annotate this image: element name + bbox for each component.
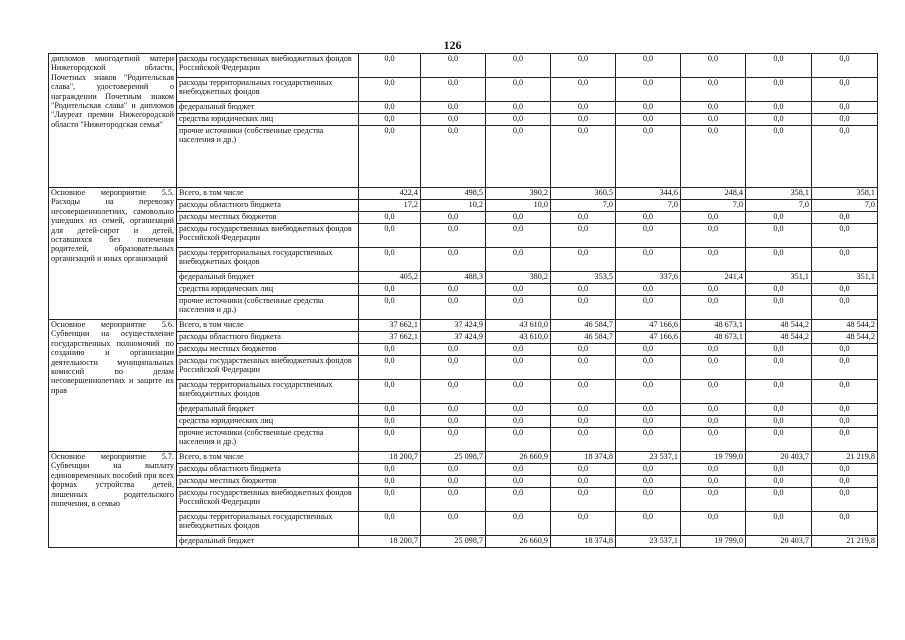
- funding-source: прочие источники (собственные средства населения и др.): [177, 296, 359, 320]
- value-cell: 0,0: [359, 126, 421, 188]
- value-cell: 0,0: [681, 114, 746, 126]
- value-cell: 0,0: [421, 380, 486, 404]
- value-cell: 48 544,2: [746, 332, 812, 344]
- funding-source: расходы областного бюджета: [177, 200, 359, 212]
- value-cell: 21 219,8: [812, 452, 878, 464]
- value-cell: 20 403,7: [746, 452, 812, 464]
- value-cell: 0,0: [551, 488, 616, 512]
- funding-source: расходы местных бюджетов: [177, 476, 359, 488]
- value-cell: 0,0: [486, 102, 551, 114]
- value-cell: 0,0: [486, 488, 551, 512]
- funding-source: расходы местных бюджетов: [177, 212, 359, 224]
- value-cell: 23 537,1: [616, 452, 681, 464]
- value-cell: 0,0: [746, 476, 812, 488]
- value-cell: 0,0: [486, 512, 551, 536]
- value-cell: 422,4: [359, 188, 421, 200]
- value-cell: 46 584,7: [551, 320, 616, 332]
- funding-source: средства юридических лиц: [177, 416, 359, 428]
- value-cell: 37 662,1: [359, 332, 421, 344]
- value-cell: 0,0: [746, 416, 812, 428]
- value-cell: 47 166,6: [616, 320, 681, 332]
- page-number: 126: [443, 38, 462, 52]
- value-cell: 0,0: [486, 126, 551, 188]
- value-cell: 0,0: [421, 356, 486, 380]
- value-cell: 0,0: [359, 344, 421, 356]
- value-cell: 0,0: [616, 54, 681, 78]
- value-cell: 0,0: [681, 212, 746, 224]
- value-cell: 0,0: [359, 296, 421, 320]
- value-cell: 0,0: [359, 54, 421, 78]
- value-cell: 0,0: [359, 284, 421, 296]
- value-cell: 0,0: [421, 464, 486, 476]
- value-cell: 0,0: [551, 476, 616, 488]
- value-cell: 0,0: [486, 284, 551, 296]
- value-cell: 358,1: [812, 188, 878, 200]
- value-cell: 0,0: [812, 78, 878, 102]
- value-cell: 241,4: [681, 272, 746, 284]
- value-cell: 0,0: [746, 224, 812, 248]
- value-cell: 20 403,7: [746, 536, 812, 548]
- value-cell: 0,0: [616, 488, 681, 512]
- value-cell: 0,0: [421, 114, 486, 126]
- value-cell: 0,0: [421, 212, 486, 224]
- value-cell: 0,0: [421, 296, 486, 320]
- value-cell: 0,0: [421, 248, 486, 272]
- value-cell: 21 219,8: [812, 536, 878, 548]
- value-cell: 380,2: [486, 272, 551, 284]
- value-cell: 0,0: [812, 248, 878, 272]
- value-cell: 358,1: [746, 188, 812, 200]
- value-cell: 344,6: [616, 188, 681, 200]
- value-cell: 18 200,7: [359, 536, 421, 548]
- value-cell: 0,0: [359, 224, 421, 248]
- value-cell: 0,0: [421, 416, 486, 428]
- program-description: Основное мероприятие 5.6. Субвенции на осуществление государственных полномочий по созданию и организации деятельности муниципальных комиссий по делам несовершеннолетних и защите их прав: [49, 320, 177, 452]
- funding-source: средства юридических лиц: [177, 284, 359, 296]
- value-cell: 0,0: [812, 114, 878, 126]
- value-cell: 46 584,7: [551, 332, 616, 344]
- value-cell: 0,0: [359, 114, 421, 126]
- value-cell: 0,0: [486, 224, 551, 248]
- value-cell: 48 673,1: [681, 320, 746, 332]
- value-cell: 0,0: [681, 296, 746, 320]
- financing-table: [48, 53, 878, 548]
- value-cell: 0,0: [681, 380, 746, 404]
- funding-source: расходы государственных внебюджетных фондов Российской Федерации: [177, 488, 359, 512]
- value-cell: 0,0: [746, 512, 812, 536]
- value-cell: 0,0: [551, 416, 616, 428]
- value-cell: 0,0: [359, 212, 421, 224]
- value-cell: 7,0: [681, 200, 746, 212]
- value-cell: 0,0: [746, 488, 812, 512]
- value-cell: 47 166,6: [616, 332, 681, 344]
- value-cell: 0,0: [551, 248, 616, 272]
- value-cell: 0,0: [421, 78, 486, 102]
- value-cell: 0,0: [551, 224, 616, 248]
- value-cell: 0,0: [421, 54, 486, 78]
- value-cell: 0,0: [486, 212, 551, 224]
- value-cell: 37 662,1: [359, 320, 421, 332]
- value-cell: 0,0: [616, 102, 681, 114]
- funding-source: прочие источники (собственные средства населения и др.): [177, 126, 359, 188]
- funding-source: Всего, в том числе: [177, 188, 359, 200]
- value-cell: 0,0: [421, 224, 486, 248]
- funding-source: расходы территориальных государственных внебюджетных фондов: [177, 78, 359, 102]
- value-cell: 0,0: [812, 464, 878, 476]
- value-cell: 0,0: [486, 476, 551, 488]
- value-cell: 0,0: [359, 476, 421, 488]
- value-cell: 0,0: [421, 512, 486, 536]
- value-cell: 0,0: [486, 114, 551, 126]
- value-cell: 351,1: [812, 272, 878, 284]
- value-cell: 0,0: [486, 296, 551, 320]
- value-cell: 0,0: [421, 102, 486, 114]
- funding-source: расходы территориальных государственных внебюджетных фондов: [177, 512, 359, 536]
- value-cell: 0,0: [359, 78, 421, 102]
- program-description: дипломов многодетной матери Нижегородской области, Почетных знаков "Родительская слава", удостоверений о награждении Почетным знаком "Родительская слава" и дипломов "Лауреат премии Нижегородской области "Нижегородская семья": [49, 54, 177, 188]
- value-cell: 26 660,9: [486, 452, 551, 464]
- value-cell: 7,0: [746, 200, 812, 212]
- value-cell: 248,4: [681, 188, 746, 200]
- value-cell: 0,0: [616, 114, 681, 126]
- value-cell: 0,0: [681, 248, 746, 272]
- value-cell: 0,0: [616, 224, 681, 248]
- value-cell: 0,0: [551, 296, 616, 320]
- value-cell: 0,0: [812, 126, 878, 188]
- value-cell: 0,0: [681, 488, 746, 512]
- value-cell: 0,0: [681, 102, 746, 114]
- funding-source: средства юридических лиц: [177, 114, 359, 126]
- value-cell: 0,0: [551, 54, 616, 78]
- value-cell: 0,0: [359, 416, 421, 428]
- value-cell: 0,0: [486, 380, 551, 404]
- value-cell: 48 544,2: [812, 332, 878, 344]
- value-cell: 19 799,0: [681, 536, 746, 548]
- value-cell: 0,0: [746, 126, 812, 188]
- value-cell: 0,0: [812, 380, 878, 404]
- value-cell: 0,0: [681, 428, 746, 452]
- value-cell: 0,0: [812, 296, 878, 320]
- value-cell: 0,0: [486, 344, 551, 356]
- value-cell: 0,0: [812, 224, 878, 248]
- value-cell: 0,0: [551, 428, 616, 452]
- value-cell: 0,0: [551, 464, 616, 476]
- value-cell: 37 424,9: [421, 320, 486, 332]
- value-cell: 0,0: [616, 126, 681, 188]
- value-cell: 43 610,0: [486, 320, 551, 332]
- funding-source: расходы территориальных государственных внебюджетных фондов: [177, 248, 359, 272]
- value-cell: 488,3: [421, 272, 486, 284]
- value-cell: 7,0: [616, 200, 681, 212]
- funding-source: расходы территориальных государственных внебюджетных фондов: [177, 380, 359, 404]
- value-cell: 0,0: [681, 512, 746, 536]
- value-cell: 23 537,1: [616, 536, 681, 548]
- value-cell: 0,0: [681, 464, 746, 476]
- funding-source: расходы государственных внебюджетных фондов Российской Федерации: [177, 356, 359, 380]
- value-cell: 0,0: [616, 428, 681, 452]
- value-cell: 10,2: [421, 200, 486, 212]
- value-cell: 0,0: [812, 54, 878, 78]
- value-cell: 0,0: [681, 54, 746, 78]
- value-cell: 25 098,7: [421, 536, 486, 548]
- value-cell: 0,0: [746, 428, 812, 452]
- value-cell: 0,0: [746, 102, 812, 114]
- funding-source: прочие источники (собственные средства населения и др.): [177, 428, 359, 452]
- value-cell: 0,0: [616, 212, 681, 224]
- value-cell: 0,0: [746, 54, 812, 78]
- funding-source: расходы местных бюджетов: [177, 344, 359, 356]
- value-cell: 0,0: [421, 488, 486, 512]
- value-cell: 498,5: [421, 188, 486, 200]
- funding-source: федеральный бюджет: [177, 272, 359, 284]
- value-cell: 0,0: [421, 344, 486, 356]
- value-cell: 0,0: [812, 284, 878, 296]
- value-cell: 0,0: [551, 78, 616, 102]
- value-cell: 0,0: [421, 428, 486, 452]
- value-cell: 0,0: [421, 404, 486, 416]
- value-cell: 0,0: [681, 78, 746, 102]
- table-row: [49, 452, 878, 464]
- value-cell: 0,0: [421, 476, 486, 488]
- value-cell: 0,0: [746, 464, 812, 476]
- value-cell: 0,0: [616, 296, 681, 320]
- value-cell: 0,0: [746, 284, 812, 296]
- program-description: Основное мероприятие 5.5. Расходы на перевозку несовершеннолетних, самовольно ушедших из семей, организаций для детей-сирот и детей, оставшихся без попечения родителей, образовательных организаций и иных организаций: [49, 188, 177, 320]
- value-cell: 337,6: [616, 272, 681, 284]
- value-cell: 0,0: [616, 284, 681, 296]
- funding-source: федеральный бюджет: [177, 404, 359, 416]
- value-cell: 0,0: [359, 380, 421, 404]
- value-cell: 0,0: [551, 212, 616, 224]
- table-row: [49, 54, 878, 78]
- value-cell: 0,0: [551, 380, 616, 404]
- value-cell: 26 660,9: [486, 536, 551, 548]
- value-cell: 0,0: [746, 356, 812, 380]
- value-cell: 0,0: [746, 380, 812, 404]
- value-cell: 0,0: [486, 404, 551, 416]
- value-cell: 0,0: [812, 344, 878, 356]
- value-cell: 360,5: [551, 188, 616, 200]
- value-cell: 0,0: [616, 464, 681, 476]
- funding-source: расходы областного бюджета: [177, 332, 359, 344]
- value-cell: 0,0: [616, 356, 681, 380]
- value-cell: 0,0: [812, 102, 878, 114]
- value-cell: 0,0: [812, 488, 878, 512]
- value-cell: 0,0: [359, 404, 421, 416]
- value-cell: 0,0: [486, 428, 551, 452]
- value-cell: 25 098,7: [421, 452, 486, 464]
- value-cell: 0,0: [681, 224, 746, 248]
- value-cell: 0,0: [359, 248, 421, 272]
- value-cell: 0,0: [551, 404, 616, 416]
- value-cell: 0,0: [681, 404, 746, 416]
- value-cell: 7,0: [812, 200, 878, 212]
- funding-source: федеральный бюджет: [177, 102, 359, 114]
- value-cell: 0,0: [359, 428, 421, 452]
- value-cell: 19 799,0: [681, 452, 746, 464]
- value-cell: 0,0: [486, 464, 551, 476]
- value-cell: 18 200,7: [359, 452, 421, 464]
- value-cell: 0,0: [812, 512, 878, 536]
- value-cell: 0,0: [812, 416, 878, 428]
- value-cell: 0,0: [486, 356, 551, 380]
- value-cell: 0,0: [681, 356, 746, 380]
- funding-source: расходы государственных внебюджетных фондов Российской Федерации: [177, 54, 359, 78]
- value-cell: 0,0: [486, 248, 551, 272]
- value-cell: 0,0: [551, 344, 616, 356]
- value-cell: 0,0: [616, 380, 681, 404]
- table-row: [49, 320, 878, 332]
- value-cell: 0,0: [812, 476, 878, 488]
- table-row: [49, 188, 878, 200]
- value-cell: 43 610,0: [486, 332, 551, 344]
- value-cell: 351,1: [746, 272, 812, 284]
- value-cell: 0,0: [551, 102, 616, 114]
- table-body: [49, 54, 878, 548]
- value-cell: 0,0: [746, 404, 812, 416]
- value-cell: 0,0: [616, 416, 681, 428]
- value-cell: 0,0: [616, 248, 681, 272]
- value-cell: 18 374,8: [551, 536, 616, 548]
- value-cell: 0,0: [616, 404, 681, 416]
- value-cell: 18 374,8: [551, 452, 616, 464]
- value-cell: 0,0: [616, 344, 681, 356]
- value-cell: 0,0: [359, 464, 421, 476]
- value-cell: 0,0: [746, 78, 812, 102]
- value-cell: 0,0: [681, 284, 746, 296]
- value-cell: 0,0: [486, 54, 551, 78]
- value-cell: 0,0: [359, 356, 421, 380]
- funding-source: федеральный бюджет: [177, 536, 359, 548]
- value-cell: 0,0: [812, 404, 878, 416]
- value-cell: 17,2: [359, 200, 421, 212]
- value-cell: 405,2: [359, 272, 421, 284]
- value-cell: 0,0: [746, 114, 812, 126]
- value-cell: 0,0: [616, 476, 681, 488]
- funding-source: расходы государственных внебюджетных фондов Российской Федерации: [177, 224, 359, 248]
- value-cell: 0,0: [551, 512, 616, 536]
- value-cell: 0,0: [359, 102, 421, 114]
- funding-source: Всего, в том числе: [177, 320, 359, 332]
- value-cell: 10,0: [486, 200, 551, 212]
- value-cell: 0,0: [359, 512, 421, 536]
- value-cell: 48 544,2: [812, 320, 878, 332]
- value-cell: 0,0: [486, 416, 551, 428]
- value-cell: 0,0: [486, 78, 551, 102]
- value-cell: 0,0: [812, 356, 878, 380]
- value-cell: 353,5: [551, 272, 616, 284]
- value-cell: 37 424,9: [421, 332, 486, 344]
- value-cell: 0,0: [681, 476, 746, 488]
- value-cell: 0,0: [551, 126, 616, 188]
- value-cell: 0,0: [746, 248, 812, 272]
- value-cell: 0,0: [551, 356, 616, 380]
- value-cell: 0,0: [551, 114, 616, 126]
- value-cell: 0,0: [812, 428, 878, 452]
- value-cell: 7,0: [551, 200, 616, 212]
- value-cell: 0,0: [421, 126, 486, 188]
- value-cell: 48 544,2: [746, 320, 812, 332]
- value-cell: 0,0: [421, 284, 486, 296]
- value-cell: 0,0: [681, 344, 746, 356]
- value-cell: 0,0: [616, 78, 681, 102]
- funding-source: Всего, в том числе: [177, 452, 359, 464]
- funding-source: расходы областного бюджета: [177, 464, 359, 476]
- value-cell: 0,0: [746, 212, 812, 224]
- value-cell: 0,0: [812, 212, 878, 224]
- value-cell: 0,0: [681, 126, 746, 188]
- program-description: Основное мероприятие 5.7. Субвенции на выплату единовременных пособий при всех формах устройства детей, лишенных родительского попечения, в семью: [49, 452, 177, 548]
- value-cell: 390,2: [486, 188, 551, 200]
- value-cell: 48 673,1: [681, 332, 746, 344]
- value-cell: 0,0: [551, 284, 616, 296]
- value-cell: 0,0: [359, 488, 421, 512]
- value-cell: 0,0: [746, 344, 812, 356]
- value-cell: 0,0: [616, 512, 681, 536]
- value-cell: 0,0: [681, 416, 746, 428]
- value-cell: 0,0: [746, 296, 812, 320]
